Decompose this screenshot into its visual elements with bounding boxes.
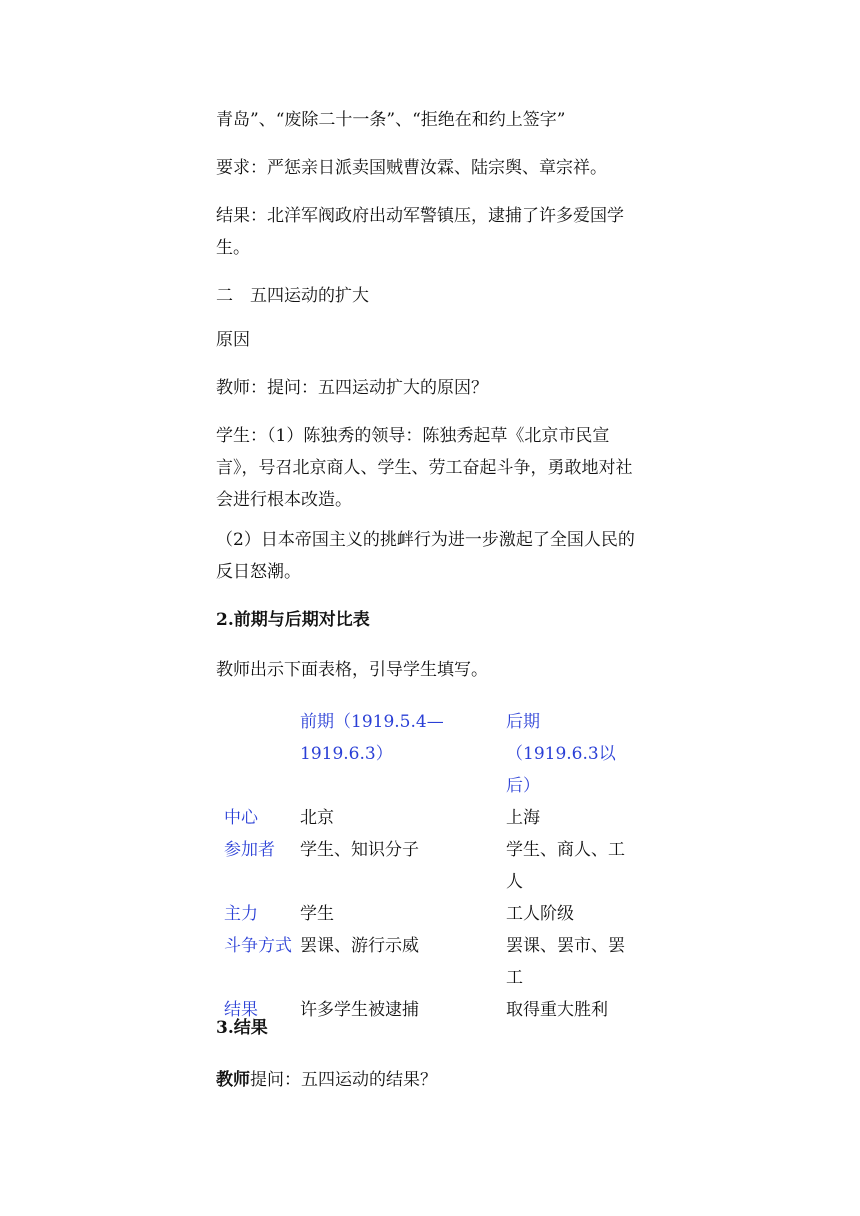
table-row-label: 斗争方式 <box>224 936 292 956</box>
paragraph-student-answer-1: 学生：（1）陈独秀的领导：陈独秀起草《北京市民宣言》，号召北京商人、学生、劳工奋起斗争，勇敢地对社会进行根本改造。 <box>216 426 633 510</box>
question-text: 提问：五四运动的结果？ <box>250 1070 437 1090</box>
table-row <box>216 930 630 994</box>
paragraph-teacher-question: 教师：提问：五四运动扩大的原因？ <box>216 378 488 398</box>
table-header-cell: 后期（1919.6.3以后） <box>506 712 616 796</box>
paragraph-slogans: 青岛”、“废除二十一条”、“拒绝在和约上签字” <box>216 110 566 130</box>
table-row-label: 参加者 <box>224 840 275 860</box>
subheading-reason: 原因 <box>216 330 250 350</box>
section-heading-comparison: 2.前期与后期对比表 <box>216 610 370 630</box>
table-cell: 罢课、游行示威 <box>300 936 419 956</box>
table-header-row <box>216 706 630 802</box>
table-cell: 罢课、罢市、罢工 <box>506 936 625 988</box>
table-cell: 北京 <box>300 808 334 828</box>
section-heading-result: 3.结果 <box>216 1018 268 1038</box>
paragraph-table-intro: 教师出示下面表格，引导学生填写。 <box>216 660 488 680</box>
paragraph-student-answer-2: （2）日本帝国主义的挑衅行为进一步激起了全国人民的反日怒潮。 <box>216 530 635 582</box>
table-row-label: 结果 <box>224 1000 258 1020</box>
comparison-table <box>216 706 630 1026</box>
table-row <box>216 898 630 930</box>
paragraph-demands: 要求：严惩亲日派卖国贼曹汝霖、陆宗舆、章宗祥。 <box>216 158 607 178</box>
table-cell: 学生、知识分子 <box>300 840 419 860</box>
table-row-label: 主力 <box>224 904 258 924</box>
table-header-cell <box>216 706 300 802</box>
table-header-cell: 前期（1919.5.4—1919.6.3） <box>300 712 444 764</box>
table-cell: 学生、商人、工人 <box>506 840 625 892</box>
speaker-label: 教师 <box>216 1070 250 1090</box>
paragraph-result-question <box>216 1064 646 1096</box>
section-heading-expansion: 二 五四运动的扩大 <box>216 286 369 306</box>
table-row <box>216 834 630 898</box>
table-row <box>216 802 630 834</box>
table-cell: 取得重大胜利 <box>506 1000 608 1020</box>
table-row-label: 中心 <box>224 808 258 828</box>
table-cell: 工人阶级 <box>506 904 574 924</box>
table-cell: 学生 <box>300 904 334 924</box>
paragraph-result: 结果：北洋军阀政府出动军警镇压，逮捕了许多爱国学生。 <box>216 206 624 258</box>
table-cell: 许多学生被逮捕 <box>300 1000 419 1020</box>
table-cell: 上海 <box>506 808 540 828</box>
